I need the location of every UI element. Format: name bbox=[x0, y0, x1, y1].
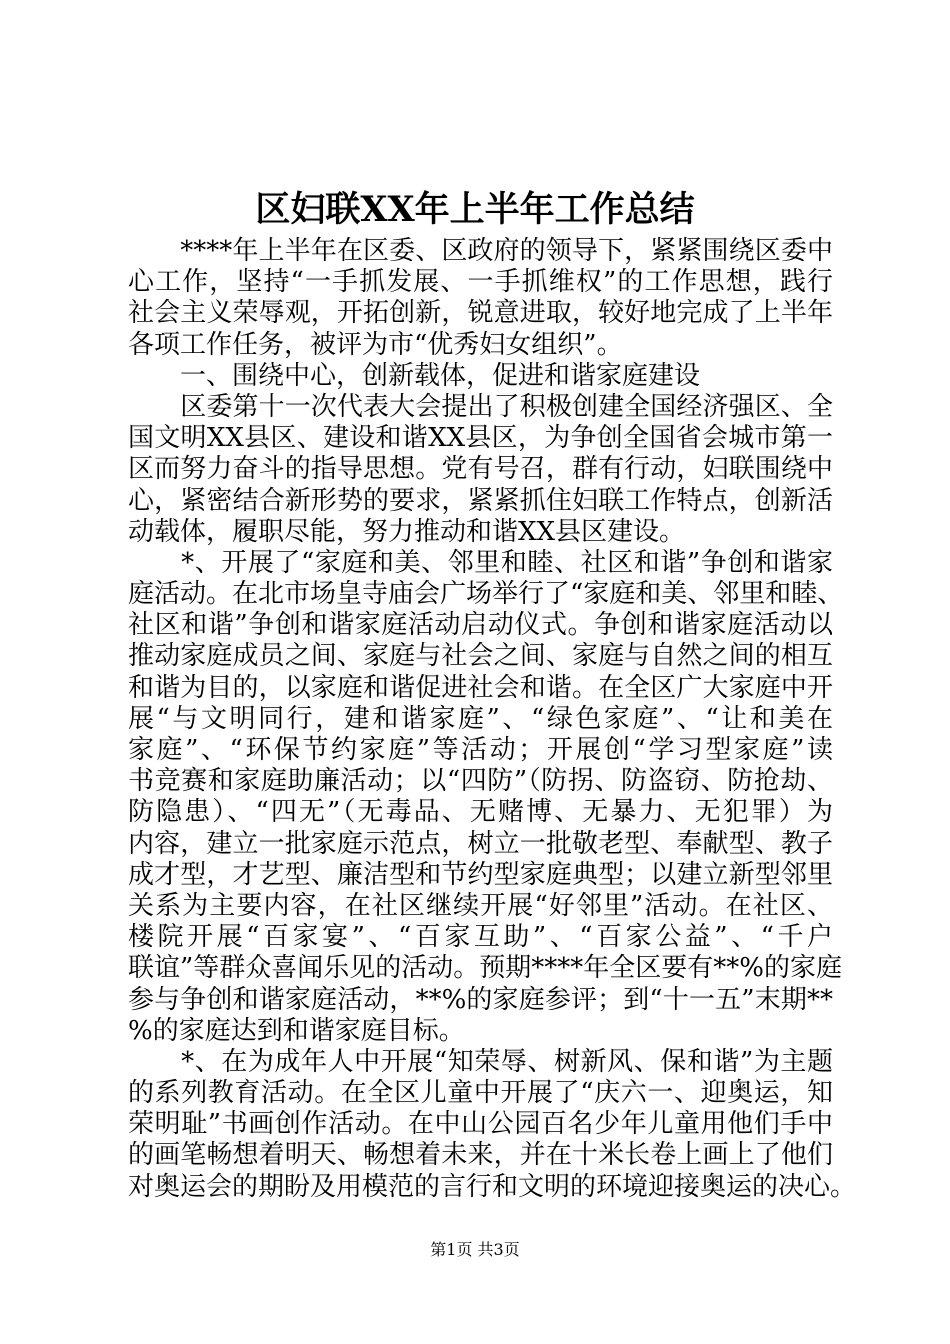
body-line: 国文明XX县区、建设和谐XX县区，为争创全国省会城市第一 bbox=[128, 423, 833, 454]
body-line: 心，紧密结合新形势的要求，紧紧抓住妇联工作特点，创新活 bbox=[128, 485, 833, 516]
body-line: 防隐患）、“四无”（无毒品、无赌博、无暴力、无犯罪）为 bbox=[128, 797, 833, 828]
body-line: 成才型，才艺型、廉洁型和节约型家庭典型；以建立新型邻里 bbox=[128, 859, 833, 890]
body-line: 内容，建立一批家庭示范点，树立一批敬老型、奉献型、教子 bbox=[128, 828, 833, 859]
body-line: 家庭”、“环保节约家庭”等活动；开展创“学习型家庭”读 bbox=[128, 735, 833, 765]
body-line: 荣明耻”书画创作活动。在中山公园百名少年儿童用他们手中 bbox=[128, 1109, 833, 1140]
body-line: 社区和谐”争创和谐家庭活动启动仪式。争创和谐家庭活动以 bbox=[128, 610, 833, 641]
body-line: 展“与文明同行，建和谐家庭”、“绿色家庭”、“让和美在 bbox=[128, 703, 833, 734]
body-line: 社会主义荣辱观，开拓创新，锐意进取，较好地完成了上半年 bbox=[128, 298, 833, 329]
body-line: 庭活动。在北市场皇寺庙会广场举行了“家庭和美、邻里和睦、 bbox=[128, 579, 844, 610]
body-line: 书竞赛和家庭助廉活动；以“四防”（防拐、防盗窃、防抢劫、 bbox=[128, 766, 833, 797]
body-line: 区而努力奋斗的指导思想。党有号召，群有行动，妇联围绕中 bbox=[128, 454, 833, 485]
body-line: 一、围绕中心，创新载体，促进和谐家庭建设 bbox=[128, 360, 701, 391]
body-line: ****年上半年在区委、区政府的领导下，紧紧围绕区委中 bbox=[128, 236, 833, 266]
body-line: 区委第十一次代表大会提出了积极创建全国经济强区、全 bbox=[128, 391, 833, 422]
body-line: 的画笔畅想着明天、畅想着未来，并在十米长卷上画上了他们 bbox=[128, 1140, 833, 1171]
body-line: %的家庭达到和谐家庭目标。 bbox=[128, 1015, 465, 1046]
document-body bbox=[128, 236, 857, 1203]
body-line: 的系列教育活动。在全区儿童中开展了“庆六一、迎奥运，知 bbox=[128, 1078, 833, 1109]
body-line: 楼院开展“百家宴”、“百家互助”、“百家公益”、“千户 bbox=[128, 922, 833, 953]
body-line: 心工作，坚持“一手抓发展、一手抓维权”的工作思想，践行 bbox=[128, 267, 833, 298]
document-title: 区妇联XX年上半年工作总结 bbox=[255, 189, 695, 230]
body-line: 联谊”等群众喜闻乐见的活动。预期****年全区要有**%的家庭 bbox=[128, 953, 842, 984]
body-line: 动载体，履职尽能，努力推动和谐XX县区建设。 bbox=[128, 516, 686, 547]
body-line: *、在为成年人中开展“知荣辱、树新风、保和谐”为主题 bbox=[128, 1046, 833, 1077]
body-line: 推动家庭成员之间、家庭与社会之间、家庭与自然之间的相互 bbox=[128, 641, 833, 672]
page-footer: 第1页 共3页 bbox=[430, 1240, 520, 1259]
body-line: *、开展了“家庭和美、邻里和睦、社区和谐”争创和谐家 bbox=[128, 547, 833, 578]
body-line: 和谐为目的，以家庭和谐促进社会和谐。在全区广大家庭中开 bbox=[128, 672, 833, 703]
body-line: 参与争创和谐家庭活动，**%的家庭参评；到“十一五”末期** bbox=[128, 984, 833, 1015]
body-line: 各项工作任务，被评为市“优秀妇女组织”。 bbox=[128, 329, 623, 360]
body-line: 关系为主要内容，在社区继续开展“好邻里”活动。在社区、 bbox=[128, 890, 833, 921]
body-line: 对奥运会的期盼及用模范的言行和文明的环境迎接奥运的决心。 bbox=[128, 1171, 857, 1202]
